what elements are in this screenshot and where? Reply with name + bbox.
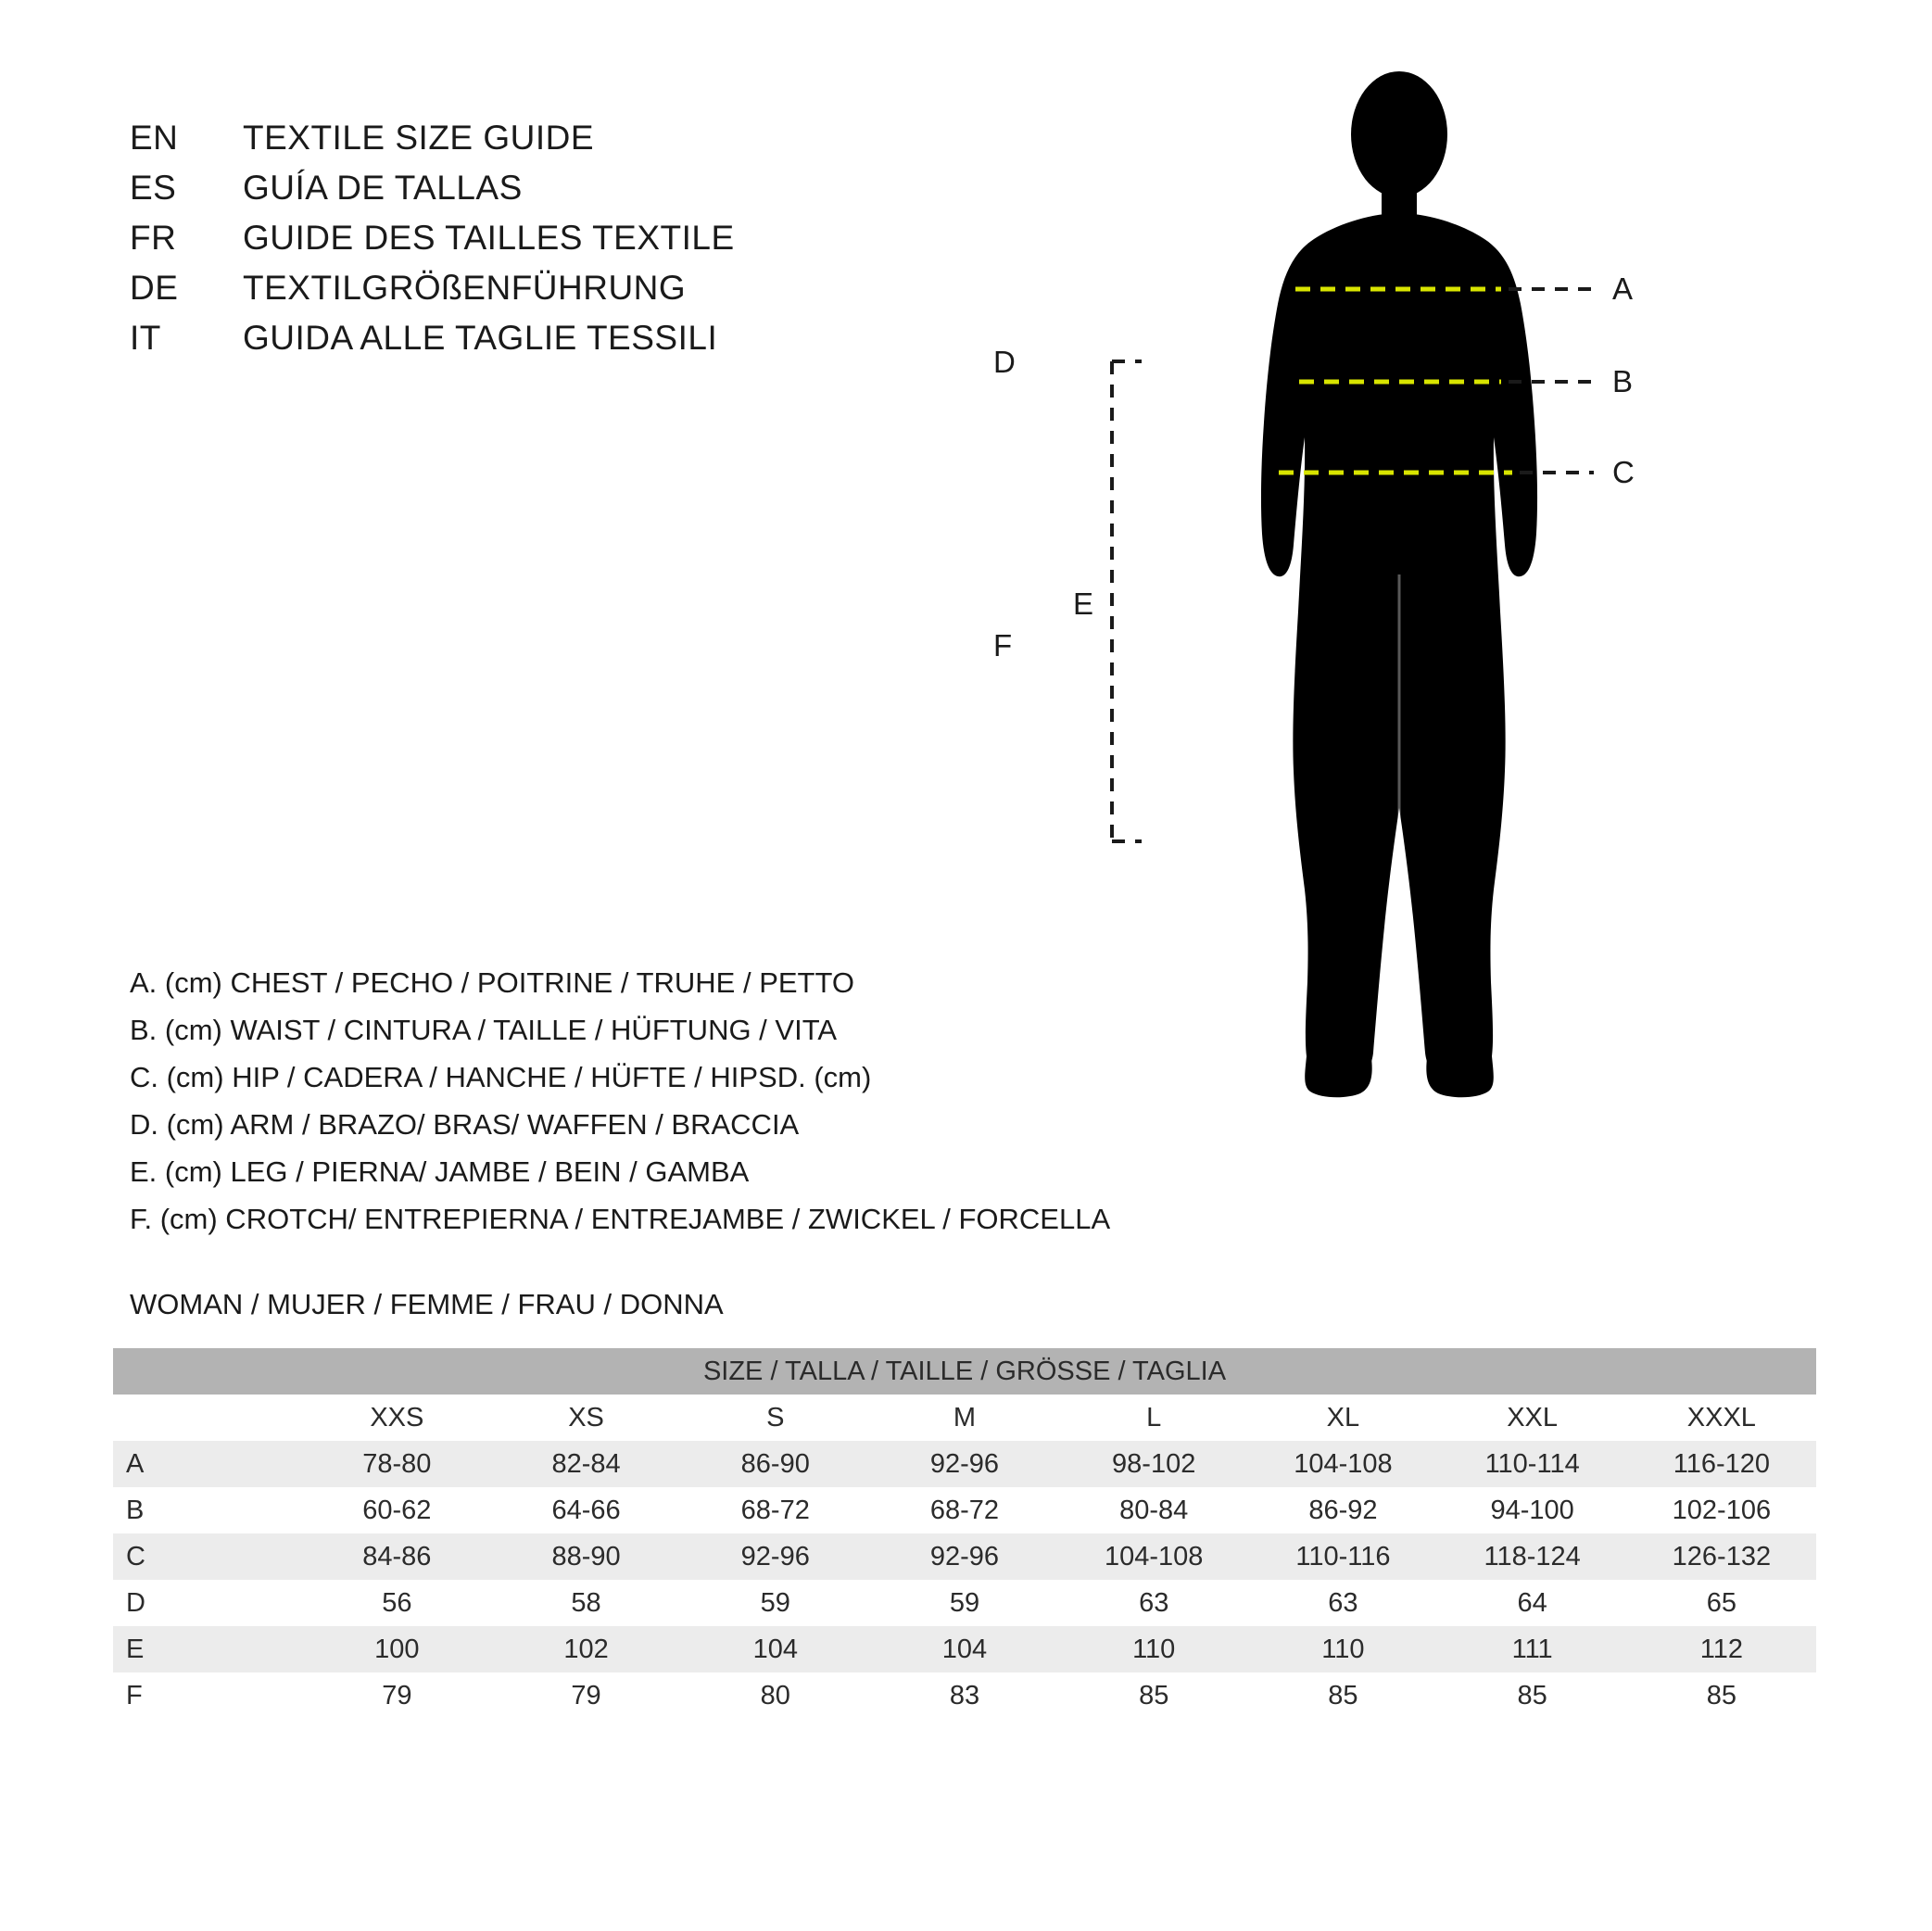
row-label-e: E	[113, 1626, 302, 1672]
cell-f-xs: 79	[491, 1672, 680, 1719]
row-label-a: A	[113, 1441, 302, 1487]
legend-item-d: D. (cm) ARM / BRAZO/ BRAS/ WAFFEN / BRACCIA	[130, 1108, 800, 1141]
cell-e-m: 104	[870, 1626, 1059, 1672]
cell-f-l: 85	[1059, 1672, 1248, 1719]
title-text-en: TEXTILE SIZE GUIDE	[243, 119, 595, 157]
size-header-l: L	[1059, 1395, 1248, 1441]
bracket-label-f: F	[993, 628, 1013, 663]
cell-d-xxxl: 65	[1627, 1580, 1816, 1626]
cell-e-xs: 102	[491, 1626, 680, 1672]
cell-d-m: 59	[870, 1580, 1059, 1626]
cell-c-xxxl: 126-132	[1627, 1533, 1816, 1580]
size-header-xxxl: XXXL	[1627, 1395, 1816, 1441]
cell-e-l: 110	[1059, 1626, 1248, 1672]
cell-e-xxxl: 112	[1627, 1626, 1816, 1672]
table-corner-cell	[113, 1395, 302, 1441]
cell-b-xl: 86-92	[1248, 1487, 1437, 1533]
cell-a-s: 86-90	[681, 1441, 870, 1487]
bracket-label-e: E	[1073, 587, 1094, 621]
cell-b-xs: 64-66	[491, 1487, 680, 1533]
cell-d-xs: 58	[491, 1580, 680, 1626]
title-lang-fr: FR	[130, 219, 177, 257]
legend-item-e: E. (cm) LEG / PIERNA/ JAMBE / BEIN / GAMBA	[130, 1155, 750, 1188]
marker-label-c: C	[1612, 455, 1635, 489]
cell-c-xxs: 84-86	[302, 1533, 491, 1580]
cell-b-xxs: 60-62	[302, 1487, 491, 1533]
cell-d-xl: 63	[1248, 1580, 1437, 1626]
title-lang-de: DE	[130, 269, 179, 307]
title-row	[130, 269, 890, 319]
cell-c-s: 92-96	[681, 1533, 870, 1580]
row-label-f: F	[113, 1672, 302, 1719]
gender-label: WOMAN / MUJER / FEMME / FRAU / DONNA	[130, 1288, 724, 1320]
cell-d-s: 59	[681, 1580, 870, 1626]
cell-f-xxl: 85	[1438, 1672, 1627, 1719]
row-label-b: B	[113, 1487, 302, 1533]
bracket-label-d: D	[993, 345, 1016, 379]
legend-item-c: C. (cm) HIP / CADERA / HANCHE / HÜFTE / HIPSD. (cm)	[130, 1061, 872, 1093]
cell-b-s: 68-72	[681, 1487, 870, 1533]
cell-e-xl: 110	[1248, 1626, 1437, 1672]
cell-b-xxl: 94-100	[1438, 1487, 1627, 1533]
cell-c-m: 92-96	[870, 1533, 1059, 1580]
size-header-xs: XS	[491, 1395, 680, 1441]
cell-f-xl: 85	[1248, 1672, 1437, 1719]
cell-b-l: 80-84	[1059, 1487, 1248, 1533]
cell-a-xl: 104-108	[1248, 1441, 1437, 1487]
cell-e-xxl: 111	[1438, 1626, 1627, 1672]
cell-e-s: 104	[681, 1626, 870, 1672]
size-band-label: SIZE / TALLA / TAILLE / GRÖSSE / TAGLIA	[113, 1348, 1816, 1395]
size-header-xl: XL	[1248, 1395, 1437, 1441]
legend-item-f: F. (cm) CROTCH/ ENTREPIERNA / ENTREJAMBE / ZWICKEL / FORCELLA	[130, 1203, 1111, 1235]
diagram-svg	[1093, 56, 1927, 1279]
title-row	[130, 119, 890, 169]
cell-a-l: 98-102	[1059, 1441, 1248, 1487]
cell-f-s: 80	[681, 1672, 870, 1719]
row-label-c: C	[113, 1533, 302, 1580]
table-row	[113, 1672, 1816, 1719]
cell-a-xxs: 78-80	[302, 1441, 491, 1487]
title-lang-it: IT	[130, 319, 161, 357]
bracket-e	[1112, 361, 1142, 841]
cell-e-xxs: 100	[302, 1626, 491, 1672]
size-header-s: S	[681, 1395, 870, 1441]
legend-item-a: A. (cm) CHEST / PECHO / POITRINE / TRUHE / PETTO	[130, 966, 854, 999]
title-row	[130, 319, 890, 369]
title-row	[130, 219, 890, 269]
title-text-it: GUIDA ALLE TAGLIE TESSILI	[243, 319, 718, 357]
legend-block	[130, 959, 1186, 1243]
table-row	[113, 1441, 1816, 1487]
marker-label-b: B	[1612, 364, 1634, 398]
cell-c-xxl: 118-124	[1438, 1533, 1627, 1580]
size-header-xxl: XXL	[1438, 1395, 1627, 1441]
table-row	[113, 1580, 1816, 1626]
female-silhouette-icon	[1261, 71, 1537, 1097]
cell-a-m: 92-96	[870, 1441, 1059, 1487]
cell-b-xxxl: 102-106	[1627, 1487, 1816, 1533]
table-header-row	[113, 1395, 1816, 1441]
cell-a-xxl: 110-114	[1438, 1441, 1627, 1487]
cell-d-xxs: 56	[302, 1580, 491, 1626]
cell-d-l: 63	[1059, 1580, 1248, 1626]
title-text-fr: GUIDE DES TAILLES TEXTILE	[243, 219, 735, 257]
size-table-container	[113, 1348, 1816, 1719]
size-table	[113, 1348, 1816, 1719]
legend-item-b: B. (cm) WAIST / CINTURA / TAILLE / HÜFTUNG / VITA	[130, 1014, 838, 1046]
marker-label-a: A	[1612, 271, 1634, 306]
measurement-diagram	[993, 56, 1927, 1279]
size-header-xxs: XXS	[302, 1395, 491, 1441]
cell-d-xxl: 64	[1438, 1580, 1627, 1626]
cell-a-xxxl: 116-120	[1627, 1441, 1816, 1487]
title-lang-es: ES	[130, 169, 177, 207]
table-row	[113, 1626, 1816, 1672]
title-text-es: GUÍA DE TALLAS	[243, 169, 523, 207]
title-block	[130, 119, 890, 369]
table-band-row	[113, 1348, 1816, 1395]
title-lang-en: EN	[130, 119, 179, 157]
row-label-d: D	[113, 1580, 302, 1626]
cell-b-m: 68-72	[870, 1487, 1059, 1533]
table-row	[113, 1487, 1816, 1533]
cell-f-xxxl: 85	[1627, 1672, 1816, 1719]
title-row	[130, 169, 890, 219]
cell-f-m: 83	[870, 1672, 1059, 1719]
cell-f-xxs: 79	[302, 1672, 491, 1719]
cell-a-xs: 82-84	[491, 1441, 680, 1487]
cell-c-xl: 110-116	[1248, 1533, 1437, 1580]
cell-c-l: 104-108	[1059, 1533, 1248, 1580]
title-text-de: TEXTILGRÖßENFÜHRUNG	[243, 269, 687, 307]
table-row	[113, 1533, 1816, 1580]
cell-c-xs: 88-90	[491, 1533, 680, 1580]
size-header-m: M	[870, 1395, 1059, 1441]
